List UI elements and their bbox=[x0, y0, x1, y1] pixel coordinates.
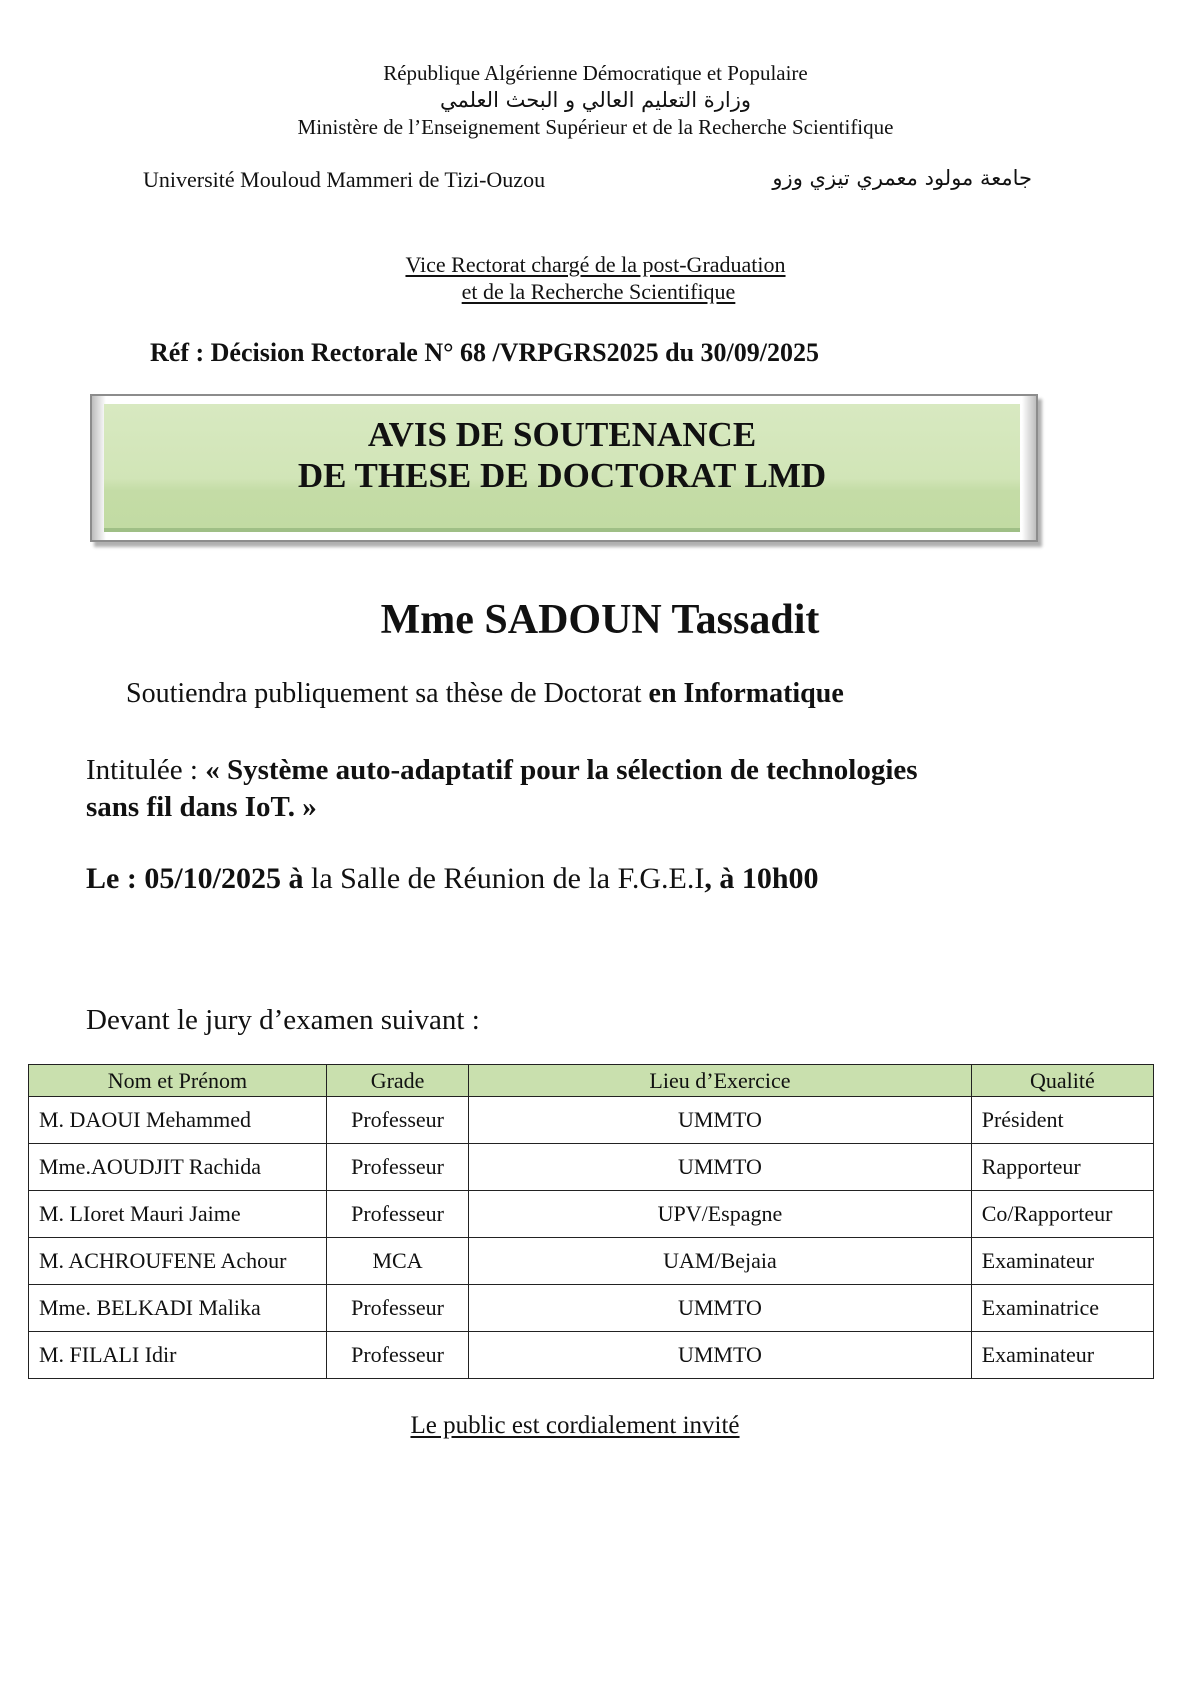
banner-title-line2: DE THESE DE DOCTORAT LMD bbox=[297, 456, 827, 495]
jury-table-header bbox=[29, 1065, 1154, 1097]
thesis-title-line2: sans fil dans IoT. » bbox=[86, 791, 317, 823]
table-row bbox=[29, 1191, 1154, 1238]
jury-lieu: UMMTO bbox=[469, 1285, 971, 1332]
header-grade: Grade bbox=[326, 1065, 468, 1097]
jury-name: M. LIoret Mauri Jaime bbox=[29, 1191, 327, 1238]
thesis-title bbox=[86, 752, 1106, 826]
thesis-title-label: Intitulée : bbox=[86, 754, 206, 786]
banner-title bbox=[104, 414, 1020, 496]
jury-qualite: Examinatrice bbox=[971, 1285, 1153, 1332]
header-name: Nom et Prénom bbox=[29, 1065, 327, 1097]
jury-table bbox=[28, 1064, 1154, 1379]
jury-grade: Professeur bbox=[326, 1332, 468, 1379]
university-name-arabic: جامعة مولود معمري تيزي وزو bbox=[772, 166, 1032, 190]
table-row bbox=[29, 1144, 1154, 1191]
defense-place: la Salle de Réunion de la F.G.E.I bbox=[303, 862, 705, 895]
table-row bbox=[29, 1332, 1154, 1379]
jury-grade: Professeur bbox=[326, 1285, 468, 1332]
header-lieu: Lieu d’Exercice bbox=[469, 1065, 971, 1097]
defense-field: en Informatique bbox=[648, 678, 844, 709]
jury-qualite: Examinateur bbox=[971, 1238, 1153, 1285]
reference-line: Réf : Décision Rectorale N° 68 /VRPGRS2025 du 30/09/2025 bbox=[150, 338, 819, 367]
jury-lieu: UAM/Bejaia bbox=[469, 1238, 971, 1285]
jury-qualite: Rapporteur bbox=[971, 1144, 1153, 1191]
jury-intro: Devant le jury d’examen suivant : bbox=[86, 1004, 480, 1036]
announcement-banner bbox=[90, 394, 1038, 542]
defense-time: , à 10h00 bbox=[704, 862, 819, 895]
date-a: à bbox=[281, 862, 304, 895]
republic-heading: République Algérienne Démocratique et Populaire bbox=[383, 61, 808, 85]
jury-grade: Professeur bbox=[326, 1097, 468, 1144]
banner-panel bbox=[104, 404, 1020, 532]
jury-grade: Professeur bbox=[326, 1191, 468, 1238]
table-row bbox=[29, 1238, 1154, 1285]
jury-qualite: Co/Rapporteur bbox=[971, 1191, 1153, 1238]
jury-name: Mme.AOUDJIT Rachida bbox=[29, 1144, 327, 1191]
jury-lieu: UMMTO bbox=[469, 1332, 971, 1379]
jury-name: Mme. BELKADI Malika bbox=[29, 1285, 327, 1332]
defense-statement bbox=[126, 678, 844, 710]
thesis-title-line1: « Système auto-adaptatif pour la sélection de technologies bbox=[205, 754, 918, 786]
jury-grade: MCA bbox=[326, 1238, 468, 1285]
jury-qualite: Examinateur bbox=[971, 1332, 1153, 1379]
closing-invitation: Le public est cordialement invité bbox=[410, 1412, 740, 1439]
university-name-french: Université Mouloud Mammeri de Tizi-Ouzou bbox=[143, 167, 546, 192]
defense-statement-text: Soutiendra publiquement sa thèse de Doctorat bbox=[126, 678, 649, 709]
banner-title-line1: AVIS DE SOUTENANCE bbox=[367, 415, 757, 454]
jury-qualite: Président bbox=[971, 1097, 1153, 1144]
jury-name: M. FILALI Idir bbox=[29, 1332, 327, 1379]
date-label: Le : bbox=[86, 862, 145, 895]
vice-rectorat-line2: et de la Recherche Scientifique bbox=[461, 279, 736, 304]
jury-name: M. DAOUI Mehammed bbox=[29, 1097, 327, 1144]
vice-rectorat bbox=[0, 251, 1191, 305]
jury-grade: Professeur bbox=[326, 1144, 468, 1191]
jury-lieu: UMMTO bbox=[469, 1097, 971, 1144]
table-row bbox=[29, 1097, 1154, 1144]
header-qualite: Qualité bbox=[971, 1065, 1153, 1097]
vice-rectorat-line1: Vice Rectorat chargé de la post-Graduation bbox=[405, 252, 786, 277]
defense-date-line bbox=[86, 862, 819, 896]
jury-lieu: UPV/Espagne bbox=[469, 1191, 971, 1238]
table-row bbox=[29, 1285, 1154, 1332]
defense-date: 05/10/2025 bbox=[144, 862, 281, 895]
jury-lieu: UMMTO bbox=[469, 1144, 971, 1191]
ministry-french: Ministère de l’Enseignement Supérieur et de la Recherche Scientifique bbox=[297, 115, 894, 139]
ministry-arabic: وزارة التعليم العالي و البحث العلمي bbox=[439, 88, 752, 112]
jury-name: M. ACHROUFENE Achour bbox=[29, 1238, 327, 1285]
candidate-name: Mme SADOUN Tassadit bbox=[380, 597, 820, 643]
